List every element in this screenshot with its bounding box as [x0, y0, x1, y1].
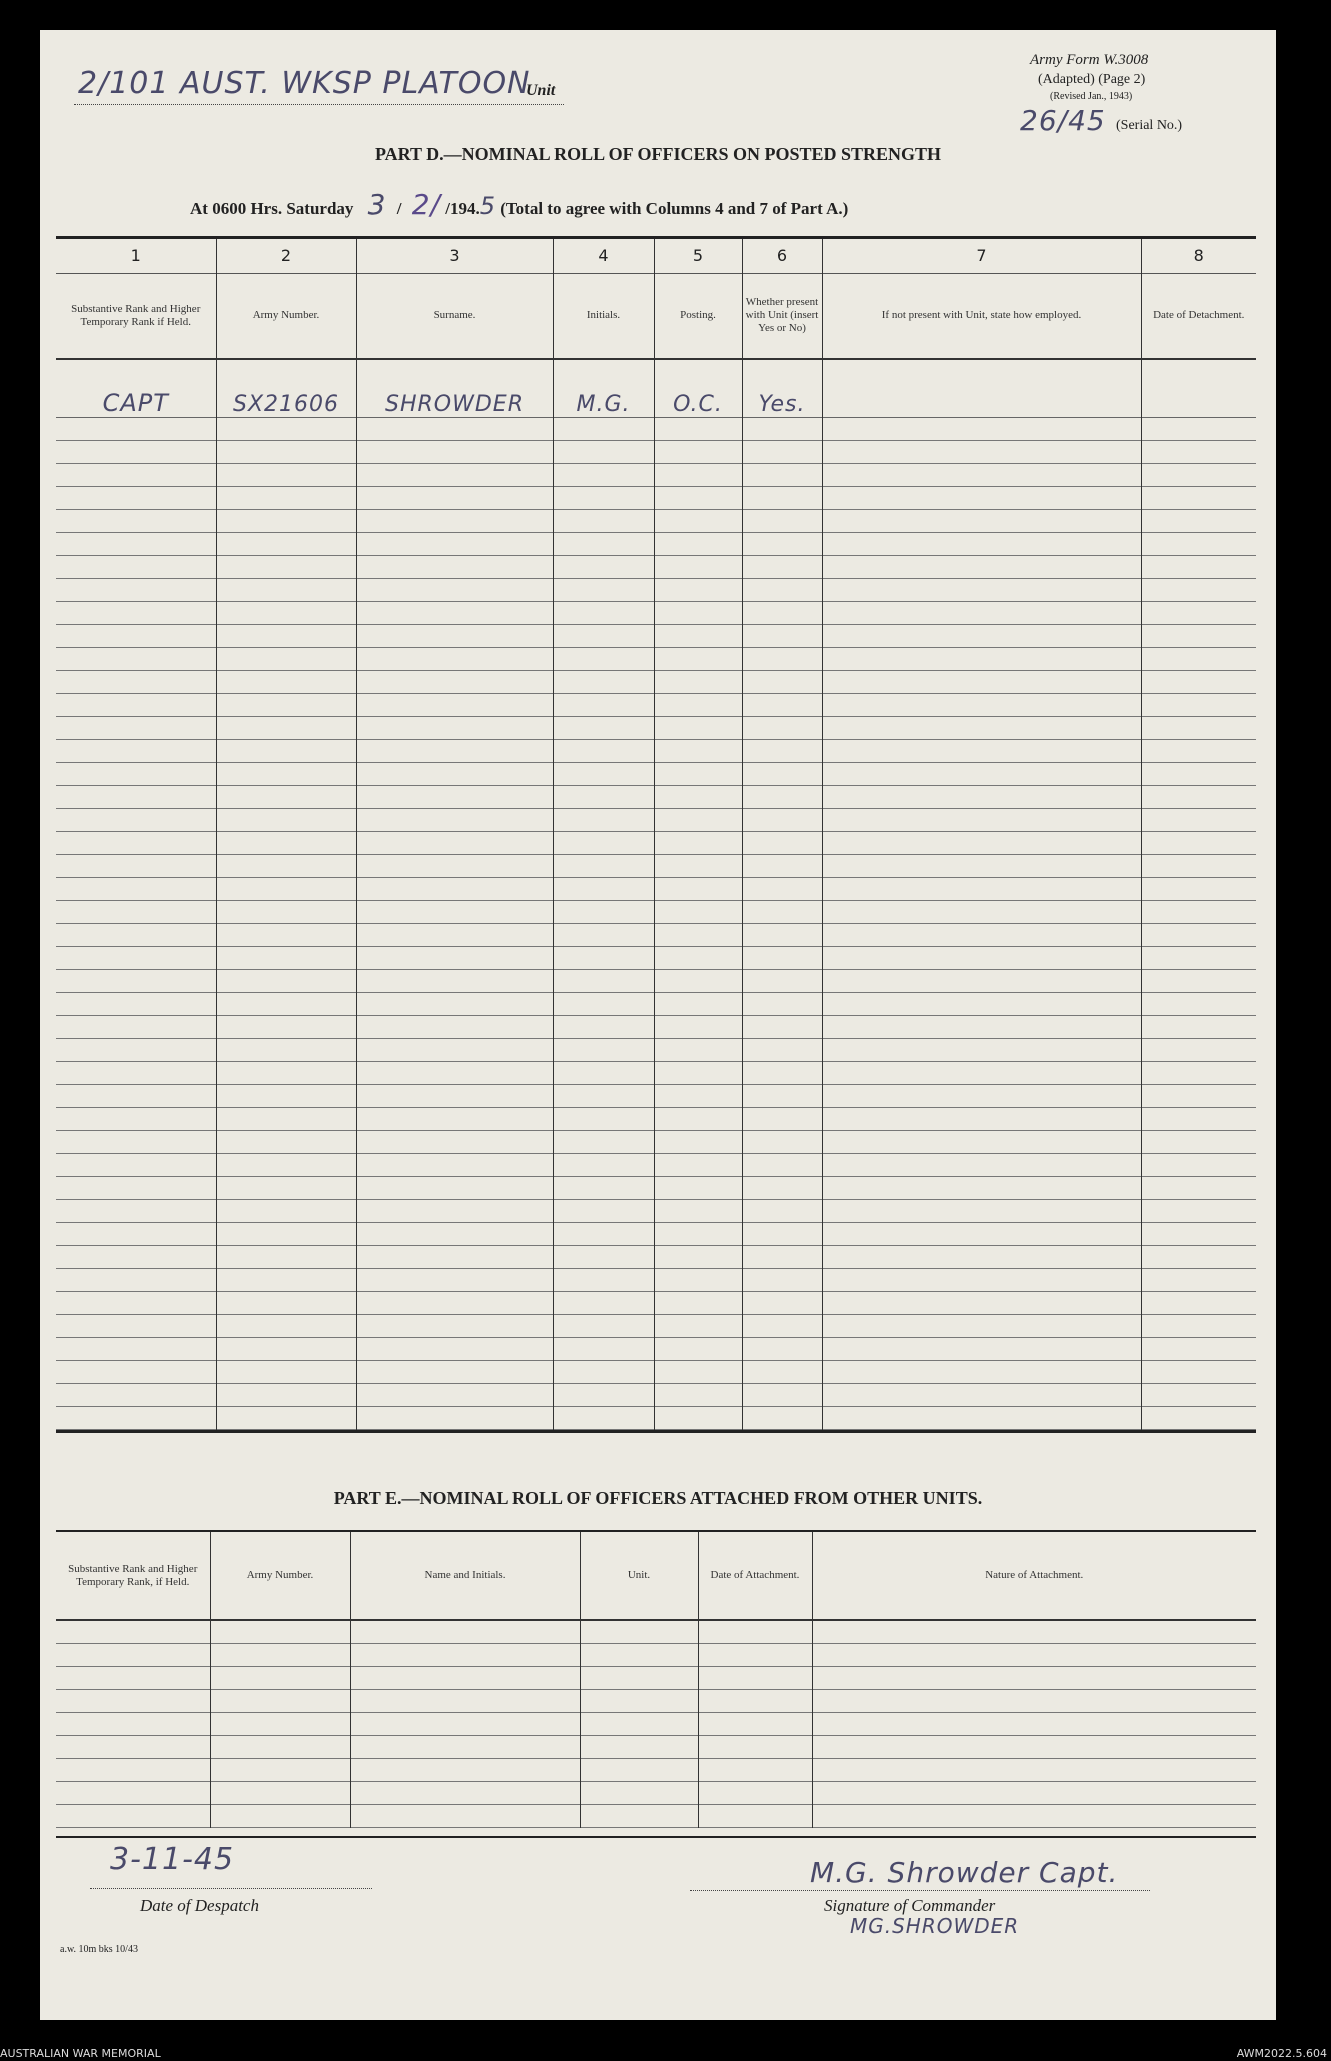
table-row	[56, 1314, 1256, 1337]
table-row	[56, 1643, 1256, 1666]
col-header-initials: Initials.	[553, 273, 654, 359]
e-header-nature: Nature of Attachment.	[812, 1532, 1256, 1620]
part-d-number-row	[56, 239, 1256, 273]
table-row	[56, 969, 1256, 992]
col-num-2: 2	[216, 239, 356, 273]
part-e-table	[56, 1532, 1256, 1828]
table-row	[56, 1015, 1256, 1038]
serial-handwritten: 26/45	[1020, 104, 1106, 137]
table-row	[56, 946, 1256, 969]
date-day: 3	[367, 188, 387, 221]
signature-name: MG.SHROWDER	[850, 1914, 1020, 1938]
unit-handwritten: 2/101 AUST. WKSP PLATOON	[78, 66, 531, 101]
table-row	[56, 509, 1256, 532]
part-d-table	[56, 239, 1256, 1430]
col-header-posting: Posting.	[654, 273, 742, 359]
part-d-subtitle: At 0600 Hrs. Saturday 3 / 2/ /194.5 (Total to agree with Columns 4 and 7 of Part A.)	[190, 188, 849, 221]
e-header-name: Name and Initials.	[350, 1532, 580, 1620]
part-d-title: PART D.—NOMINAL ROLL OF OFFICERS ON POSTED STRENGTH	[374, 144, 942, 164]
table-row	[56, 1222, 1256, 1245]
col-header-army-number: Army Number.	[216, 273, 356, 359]
table-row	[56, 1176, 1256, 1199]
col-header-detachment: Date of Detachment.	[1141, 273, 1256, 359]
table-row	[56, 1153, 1256, 1176]
archive-credit: AUSTRALIAN WAR MEMORIAL	[0, 2047, 161, 2060]
table-row	[56, 1620, 1256, 1643]
table-row	[56, 854, 1256, 877]
e-header-date: Date of Attachment.	[698, 1532, 812, 1620]
table-row	[56, 486, 1256, 509]
e-header-rank: Substantive Rank and Higher Temporary Rank, if Held.	[68, 1562, 198, 1588]
despatch-label: Date of Despatch	[140, 1896, 259, 1915]
table-row	[56, 1758, 1256, 1781]
date-year-digit: 5	[479, 192, 496, 220]
table-row	[56, 670, 1256, 693]
unit-label: Unit	[526, 82, 556, 99]
e-header-unit: Unit.	[580, 1532, 698, 1620]
form-page	[40, 30, 1276, 2020]
col-header-employment: If not present with Unit, state how employed.	[822, 273, 1141, 359]
part-e-title: PART E.—NOMINAL ROLL OF OFFICERS ATTACHED FROM OTHER UNITS.	[333, 1488, 983, 1508]
col-header-rank: Substantive Rank and Higher Temporary Rank if Held.	[71, 302, 201, 328]
table-row	[56, 762, 1256, 785]
despatch-handwritten: 3-11-45	[110, 1842, 235, 1877]
table-row	[56, 1666, 1256, 1689]
unit-underline	[74, 104, 564, 105]
table-row	[56, 716, 1256, 739]
row-rank: CAPT	[102, 388, 169, 417]
table-row	[56, 1107, 1256, 1130]
table-row	[56, 1038, 1256, 1061]
row-surname: SHROWDER	[356, 359, 553, 417]
table-row	[56, 1360, 1256, 1383]
col-num-8: 8	[1141, 239, 1256, 273]
signature-handwritten: M.G. Shrowder Capt.	[810, 1856, 1119, 1889]
table-row	[56, 1199, 1256, 1222]
part-e-bottom-rule	[56, 1836, 1256, 1838]
e-header-army-number: Army Number.	[210, 1532, 350, 1620]
part-d-empty-rows	[56, 417, 1256, 1429]
part-d-header-row	[56, 273, 1256, 359]
table-row	[56, 1061, 1256, 1084]
part-e-header-row	[56, 1532, 1256, 1620]
table-row	[56, 1804, 1256, 1827]
table-row	[56, 1781, 1256, 1804]
table-row	[56, 440, 1256, 463]
despatch-underline	[90, 1888, 372, 1889]
table-row	[56, 1130, 1256, 1153]
archive-id: AWM2022.5.604	[1236, 2047, 1327, 2060]
col-header-present: Whether present with Unit (insert Yes or No)	[742, 273, 822, 359]
signature-underline	[690, 1890, 1150, 1891]
col-num-3: 3	[356, 239, 553, 273]
table-row	[56, 1291, 1256, 1314]
table-row	[56, 900, 1256, 923]
table-row	[56, 831, 1256, 854]
col-num-4: 4	[553, 239, 654, 273]
table-row	[56, 417, 1256, 440]
table-row	[56, 532, 1256, 555]
table-row	[56, 601, 1256, 624]
col-num-5: 5	[654, 239, 742, 273]
serial-label: (Serial No.)	[1116, 118, 1183, 133]
form-adapted: (Adapted) (Page 2)	[1038, 72, 1146, 87]
col-num-6: 6	[742, 239, 822, 273]
table-row	[56, 647, 1256, 670]
table-row	[56, 578, 1256, 601]
table-row	[56, 1689, 1256, 1712]
signature-label: Signature of Commander	[824, 1896, 996, 1915]
table-row	[56, 808, 1256, 831]
table-row	[56, 1712, 1256, 1735]
table-row	[56, 739, 1256, 762]
table-row	[56, 1245, 1256, 1268]
date-month: 2/	[411, 188, 441, 221]
print-code: a.w. 10m bks 10/43	[60, 1944, 138, 1955]
form-name: Army Form W.3008	[1030, 52, 1149, 68]
table-row	[56, 1268, 1256, 1291]
table-row	[56, 923, 1256, 946]
col-num-7: 7	[822, 239, 1141, 273]
table-row	[56, 693, 1256, 716]
table-row	[56, 1383, 1256, 1406]
table-row	[56, 1406, 1256, 1429]
table-row	[56, 1084, 1256, 1107]
table-row	[56, 1735, 1256, 1758]
row-army-number: SX21606	[216, 359, 356, 417]
table-row	[56, 992, 1256, 1015]
table-row	[56, 1337, 1256, 1360]
date-year-prefix: /194.	[445, 199, 480, 218]
col-num-1: 1	[130, 246, 141, 266]
col-header-surname: Surname.	[356, 273, 553, 359]
form-revised: (Revised Jan., 1943)	[1050, 91, 1133, 102]
table-row	[56, 555, 1256, 578]
table-row	[56, 785, 1256, 808]
part-e-empty-rows	[56, 1620, 1256, 1827]
row-posting: O.C.	[654, 359, 742, 417]
table-row	[56, 624, 1256, 647]
table-row	[56, 359, 1256, 417]
part-d-bottom-rule	[56, 1430, 1256, 1433]
table-row	[56, 463, 1256, 486]
table-row	[56, 877, 1256, 900]
row-initials: M.G.	[553, 359, 654, 417]
subtitle-suffix: (Total to agree with Columns 4 and 7 of Part A.)	[500, 199, 849, 218]
subtitle-prefix: At 0600 Hrs. Saturday	[190, 199, 354, 218]
row-present: Yes.	[742, 359, 822, 417]
